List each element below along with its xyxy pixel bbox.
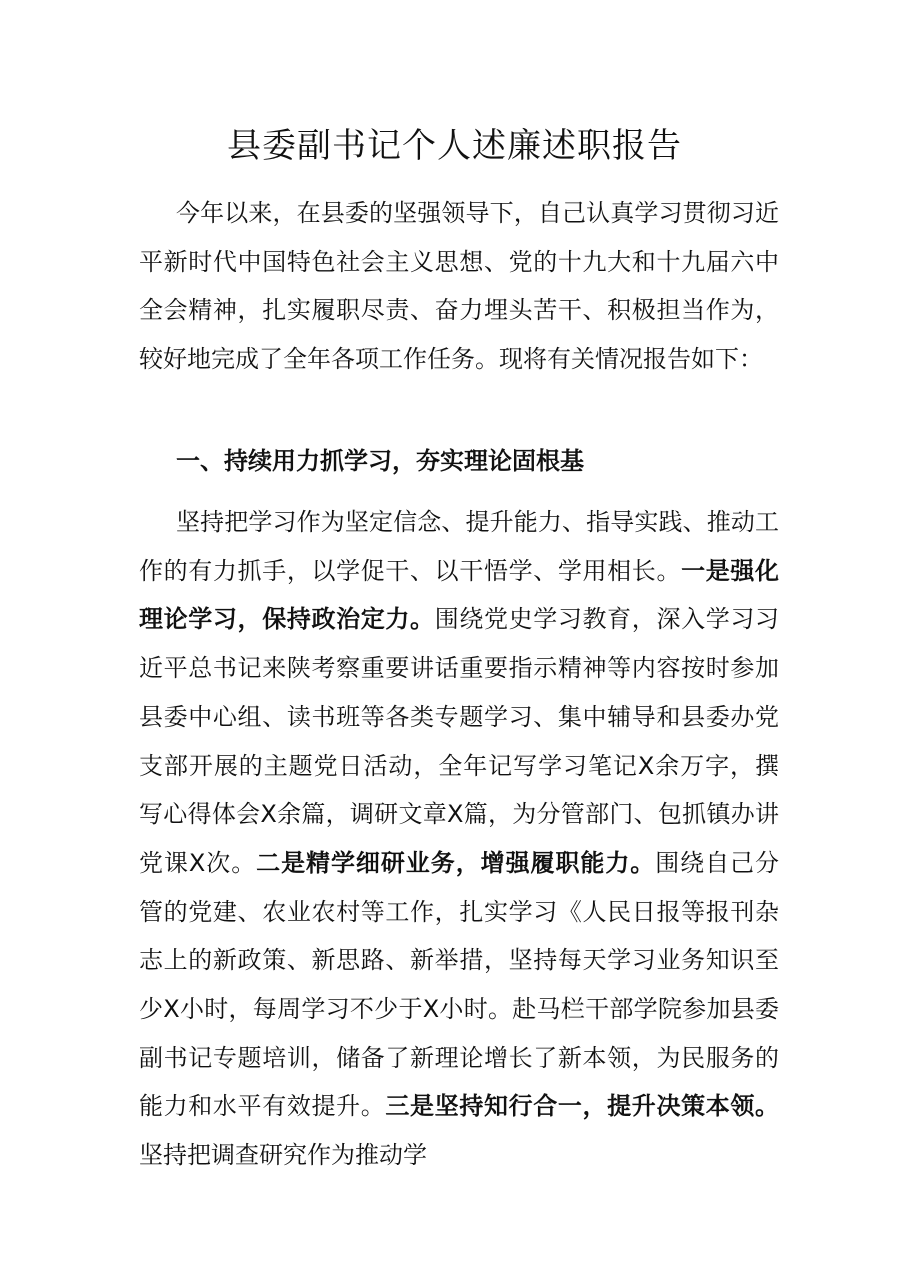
section-heading: 一、持续用力抓学习，夯实理论固根基 xyxy=(176,447,584,475)
document-title: 县委副书记个人述廉述职报告 xyxy=(227,126,682,166)
point2-text: 围绕自己分管的党建、农业农村等工作，扎实学习《人民日报等报刊杂志上的新政策、新思路、新举措，坚持每天学习业务知识至少X小时，每周学习不少于X小时。赴马栏干部学院参加县委副书记专题培训，储备了新理论增长了新本领，为民服务的能力和水平有效提升。 xyxy=(139,848,780,1121)
point3-title: 三是坚持知行合一，提升决策本领。 xyxy=(385,1092,780,1121)
section-lead-text: 坚持把学习作为坚定信念、提升能力、指导实践、推动工作的有力抓手，以学促干、以干悟学、学用相长。 xyxy=(139,508,779,585)
point1-title: 一是强化理论学习，保持政治定力。 xyxy=(139,556,780,634)
point2-title: 二是精学细研业务，增强履职能力。 xyxy=(256,848,656,877)
intro-paragraph: 今年以来，在县委的坚强领导下，自己认真学习贯彻习近平新时代中国特色社会主义思想、党的十九大和十九届六中全会精神，扎实履职尽责、奋力埋头苦干、积极担当作为，较好地完成了全年各项工作任务。现将有关情况报告如下： xyxy=(139,199,779,374)
point1-text: 围绕党史学习教育，深入学习习近平总书记来陕考察重要讲话重要指示精神等内容按时参加县委中心组、读书班等各类专题学习、集中辅导和县委办党支部开展的主题党日活动，全年记写学习笔记X余万字，撰写心得体会X余篇，调研文章X篇，为分管部门、包抓镇办讲党课X次。 xyxy=(139,605,780,877)
section-paragraph xyxy=(139,498,779,1180)
point3-text: 坚持把调查研究作为推动学 xyxy=(139,1141,427,1170)
